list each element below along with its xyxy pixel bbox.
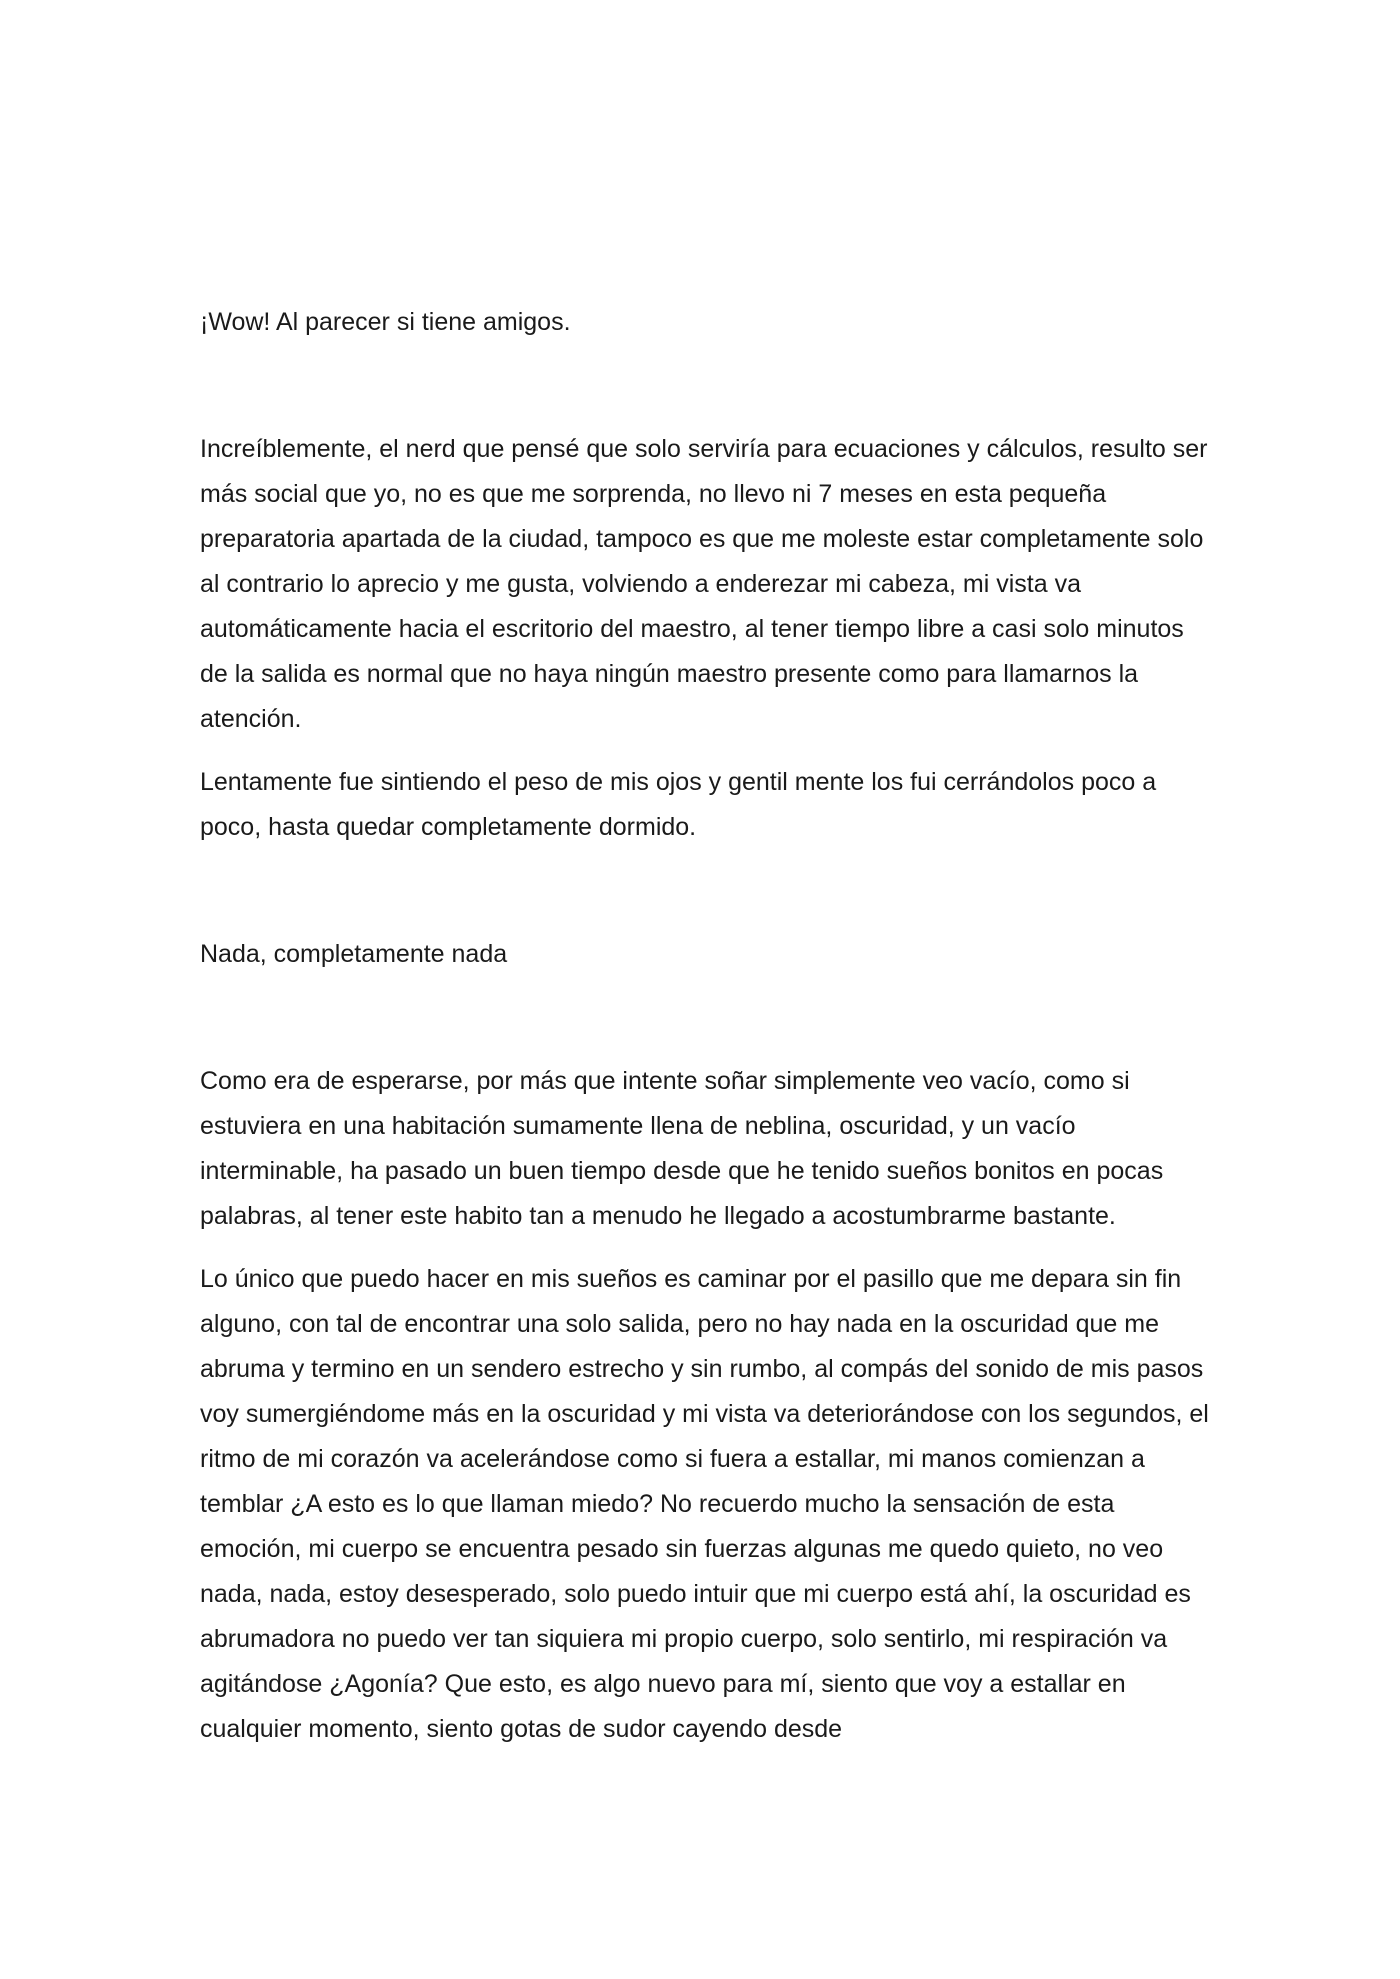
paragraph-nerd: Increíblemente, el nerd que pensé que solo serviría para ecuaciones y cálculos, resulto ser más social que yo, no es que me sorprenda, no llevo ni 7 meses en esta pequeña preparatoria apartada de la ciudad, tampoco es que me moleste estar completamente solo al contrario lo aprecio y me gusta, volviendo a enderezar mi cabeza, mi vista va automáticamente hacia el escritorio del maestro, al tener tiempo libre a casi solo minutos de la salida es normal que no haya ningún maestro presente como para llamarnos la atención. — [200, 435, 1208, 733]
paragraph-nothing: Nada, completamente nada — [200, 940, 508, 968]
paragraph-dark-corridor: Lo único que puedo hacer en mis sueños es caminar por el pasillo que me depara sin fin alguno, con tal de encontrar una solo salida, pero no hay nada en la oscuridad que me abruma y termino en un sendero estrecho y sin rumbo, al compás del sonido de mis pasos voy sumergiéndome más en la oscuridad y mi vista va deteriorándose con los segundos, el ritmo de mi corazón va acelerándose como si fuera a estallar, mi manos comienzan a temblar ¿A esto es lo que llaman miedo? No recuerdo mucho la sensación de esta emoción, mi cuerpo se encuentra pesado sin fuerzas algunas me quedo quieto, no veo nada, nada, estoy desesperado, solo puedo intuir que mi cuerpo está ahí, la oscuridad es abrumadora no puedo ver tan siquiera mi propio cuerpo, solo sentirlo, mi respiración va agitándose ¿Agonía? Que esto, es algo nuevo para mí, siento que voy a estallar en cualquier momento, siento gotas de sudor cayendo desde — [200, 1265, 1209, 1743]
paragraph-asleep: Lentamente fue sintiendo el peso de mis ojos y gentil mente los fui cerrándolos poco a poco, hasta quedar completamente dormido. — [200, 768, 1157, 841]
paragraph-wow: ¡Wow! Al parecer si tiene amigos. — [200, 308, 571, 336]
paragraph-dream-void: Como era de esperarse, por más que intente soñar simplemente veo vacío, como si estuviera en una habitación sumamente llena de neblina, oscuridad, y un vacío interminable, ha pasado un buen tiempo desde que he tenido sueños bonitos en pocas palabras, al tener este habito tan a menudo he llegado a acostumbrarme bastante. — [200, 1067, 1164, 1230]
document-body — [200, 300, 1210, 1752]
